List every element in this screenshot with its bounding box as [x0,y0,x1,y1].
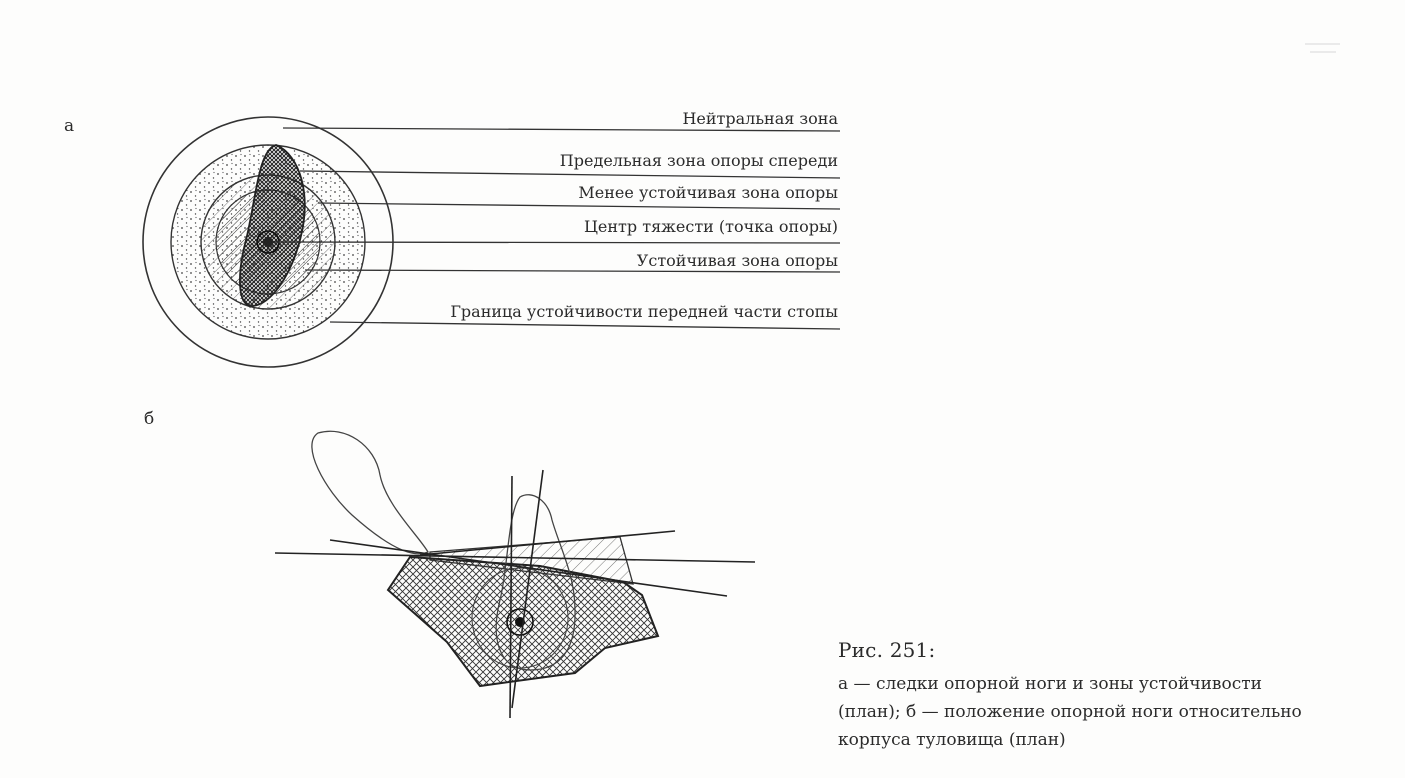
swing-foot-outline [312,431,428,554]
figure-caption [838,638,1378,754]
caption-line: а — следки опорной ноги и зоны устойчивости [838,674,1262,694]
label-center-of-gravity: Центр тяжести (точка опоры) [583,217,838,236]
leader-line [283,128,840,131]
leader-line [330,322,840,329]
label-stable-zone: Устойчивая зона опоры [636,251,838,270]
scan-marks [1305,44,1340,52]
label-neutral-zone: Нейтральная зона [682,109,838,128]
caption-body [838,670,1378,754]
center-dot [263,237,273,247]
caption-title: Рис. 251: [838,638,936,662]
panel-b-letter: б [144,409,155,429]
label-less-stable-zone: Менее устойчивая зона опоры [578,183,838,202]
panel-a-letter: а [64,116,75,136]
foot-torso-plan-diagram [275,431,755,718]
label-front-limit-zone: Предельная зона опоры спереди [559,151,838,170]
caption-line: (план); б — положение опорной ноги относительно [838,702,1302,722]
leader-line [318,203,840,209]
label-forefoot-stability-boundary: Граница устойчивости передней части стопы [450,302,838,321]
zone-labels [450,109,838,321]
caption-line: корпуса туловища (план) [838,730,1066,750]
leader-line [300,171,840,178]
